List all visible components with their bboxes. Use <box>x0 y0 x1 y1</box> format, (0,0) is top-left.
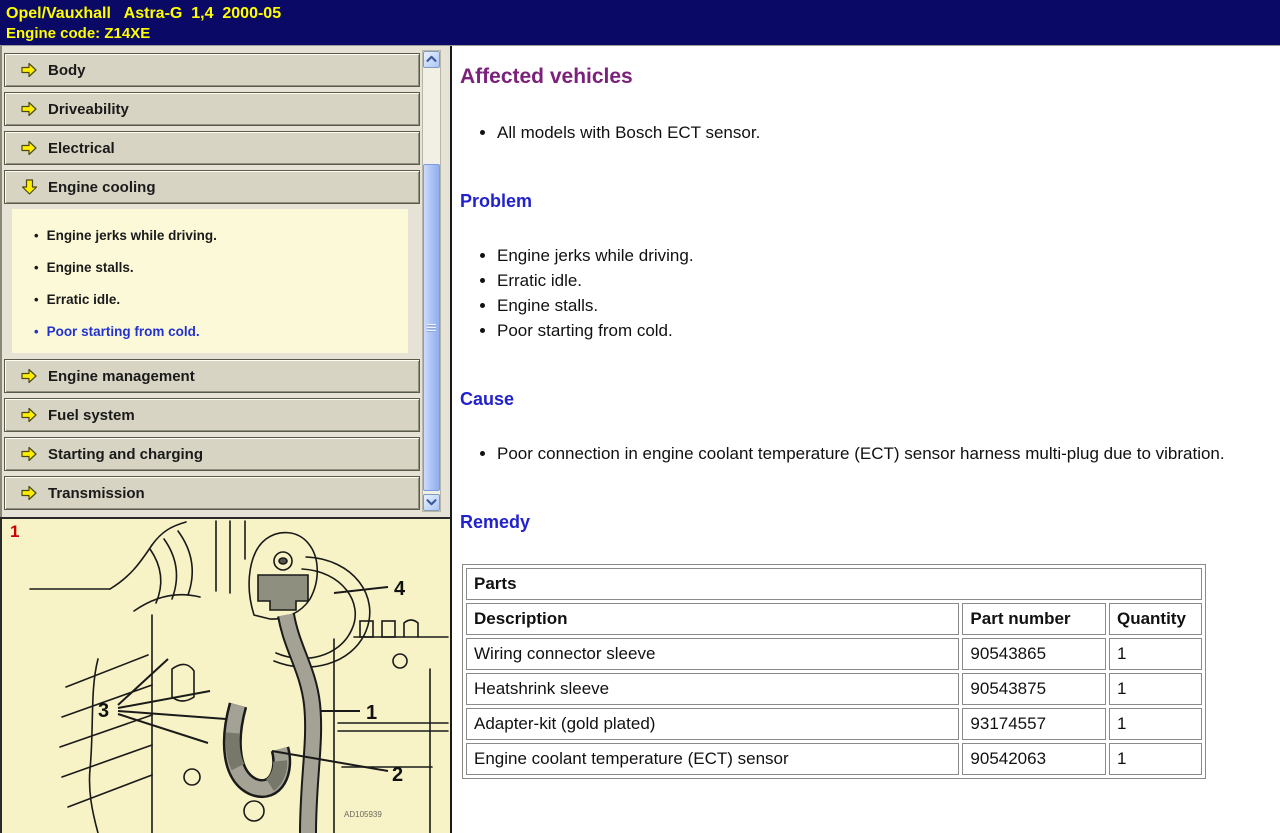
cell-part-number: 90542063 <box>962 743 1106 775</box>
parts-table <box>462 564 1206 779</box>
symptom-item-engine-stalls[interactable] <box>12 251 408 283</box>
cause-list <box>460 441 1276 466</box>
sidebar-item-label: Engine cooling <box>48 178 156 196</box>
engine-cooling-symptom-panel <box>12 209 408 353</box>
arrow-right-icon <box>21 446 38 462</box>
list-item: • Poor connection in engine coolant temperature (ECT) sensor harness multi-plug due to vibration. <box>497 441 1276 466</box>
sidebar-item-label: Engine management <box>48 367 195 385</box>
cell-part-number: 93174557 <box>962 708 1106 740</box>
remedy-heading: Remedy <box>460 512 531 532</box>
symptom-item-poor-starting-selected[interactable] <box>12 315 408 347</box>
problem-heading: Problem <box>460 191 533 211</box>
list-item: • All models with Bosch ECT sensor. <box>497 120 1276 145</box>
affected-vehicles-heading: Affected vehicles <box>460 65 633 88</box>
figure-image-code: AD105939 <box>344 810 382 819</box>
sidebar-button-list <box>4 53 420 510</box>
callout-3: 3 <box>98 700 110 722</box>
sidebar-item-label: Starting and charging <box>48 445 204 463</box>
cause-heading: Cause <box>460 389 515 409</box>
symptom-item-erratic-idle[interactable] <box>12 283 408 315</box>
sidebar-item-electrical[interactable] <box>4 131 420 165</box>
sidebar-item-engine-management[interactable] <box>4 359 420 393</box>
table-row <box>466 743 1202 775</box>
sidebar-scrollbar[interactable] <box>422 50 441 512</box>
chevron-down-icon <box>424 495 439 510</box>
problem-list <box>460 243 1276 343</box>
sidebar <box>0 46 450 517</box>
arrow-right-icon <box>21 368 38 384</box>
table-row <box>466 638 1202 670</box>
sidebar-item-engine-cooling[interactable] <box>4 170 420 204</box>
arrow-right-icon <box>21 101 38 117</box>
sidebar-item-transmission[interactable] <box>4 476 420 510</box>
column-header-part-number: Part number <box>962 603 1106 635</box>
column-header-quantity: Quantity <box>1109 603 1202 635</box>
sidebar-item-label: Electrical <box>48 139 115 157</box>
figure-number-label: 1 <box>10 522 20 541</box>
symptom-label: • Poor starting from cold. <box>46 323 200 339</box>
vehicle-title: Opel/Vauxhall Astra-G 1,4 2000-05 <box>6 5 282 22</box>
cell-quantity: 1 <box>1109 638 1202 670</box>
figure-panel <box>0 517 450 833</box>
table-row <box>466 708 1202 740</box>
cell-description: Engine coolant temperature (ECT) sensor <box>466 743 959 775</box>
arrow-right-icon <box>21 62 38 78</box>
affected-vehicles-list <box>460 120 1276 145</box>
cell-quantity: 1 <box>1109 673 1202 705</box>
list-item: • Engine jerks while driving. <box>497 243 1276 268</box>
left-column <box>0 46 452 833</box>
symptom-item-engine-jerks[interactable] <box>12 219 408 251</box>
cell-description: Heatshrink sleeve <box>466 673 959 705</box>
main-row <box>0 46 1280 833</box>
scroll-up-button[interactable] <box>423 51 440 68</box>
symptom-label: • Engine stalls. <box>46 259 134 275</box>
sidebar-item-label: Body <box>48 61 86 79</box>
ect-sensor-illustration <box>2 519 450 833</box>
symptom-label: • Erratic idle. <box>46 291 121 307</box>
parts-title-row <box>466 568 1202 600</box>
scrollbar-thumb[interactable] <box>423 164 440 491</box>
sidebar-item-label: Driveability <box>48 100 129 118</box>
arrow-down-icon <box>21 179 38 195</box>
engine-code: Engine code: Z14XE <box>6 25 151 42</box>
arrow-right-icon <box>21 407 38 423</box>
callout-4: 4 <box>394 578 406 600</box>
parts-table-title: Parts <box>466 568 1202 600</box>
arrow-right-icon <box>21 485 38 501</box>
table-row <box>466 673 1202 705</box>
arrow-right-icon <box>21 140 38 156</box>
cell-part-number: 90543865 <box>962 638 1106 670</box>
list-item: • Erratic idle. <box>497 268 1276 293</box>
vehicle-header <box>0 0 1280 46</box>
column-header-description: Description <box>466 603 959 635</box>
list-item: • Poor starting from cold. <box>497 318 1276 343</box>
sidebar-item-label: Transmission <box>48 484 145 502</box>
sidebar-item-label: Fuel system <box>48 406 135 424</box>
sidebar-item-driveability[interactable] <box>4 92 420 126</box>
sidebar-item-body[interactable] <box>4 53 420 87</box>
callout-1: 1 <box>366 702 378 724</box>
callout-2: 2 <box>392 764 404 786</box>
scrollbar-grip <box>427 324 436 332</box>
cell-quantity: 1 <box>1109 743 1202 775</box>
cell-description: Adapter-kit (gold plated) <box>466 708 959 740</box>
chevron-up-icon <box>424 52 439 67</box>
cell-part-number: 90543875 <box>962 673 1106 705</box>
cell-description: Wiring connector sleeve <box>466 638 959 670</box>
sidebar-item-fuel-system[interactable] <box>4 398 420 432</box>
symptom-label: • Engine jerks while driving. <box>46 227 217 243</box>
scroll-down-button[interactable] <box>423 494 440 511</box>
content-pane <box>452 46 1280 833</box>
cell-quantity: 1 <box>1109 708 1202 740</box>
parts-header-row <box>466 603 1202 635</box>
sidebar-item-starting-and-charging[interactable] <box>4 437 420 471</box>
list-item: • Engine stalls. <box>497 293 1276 318</box>
